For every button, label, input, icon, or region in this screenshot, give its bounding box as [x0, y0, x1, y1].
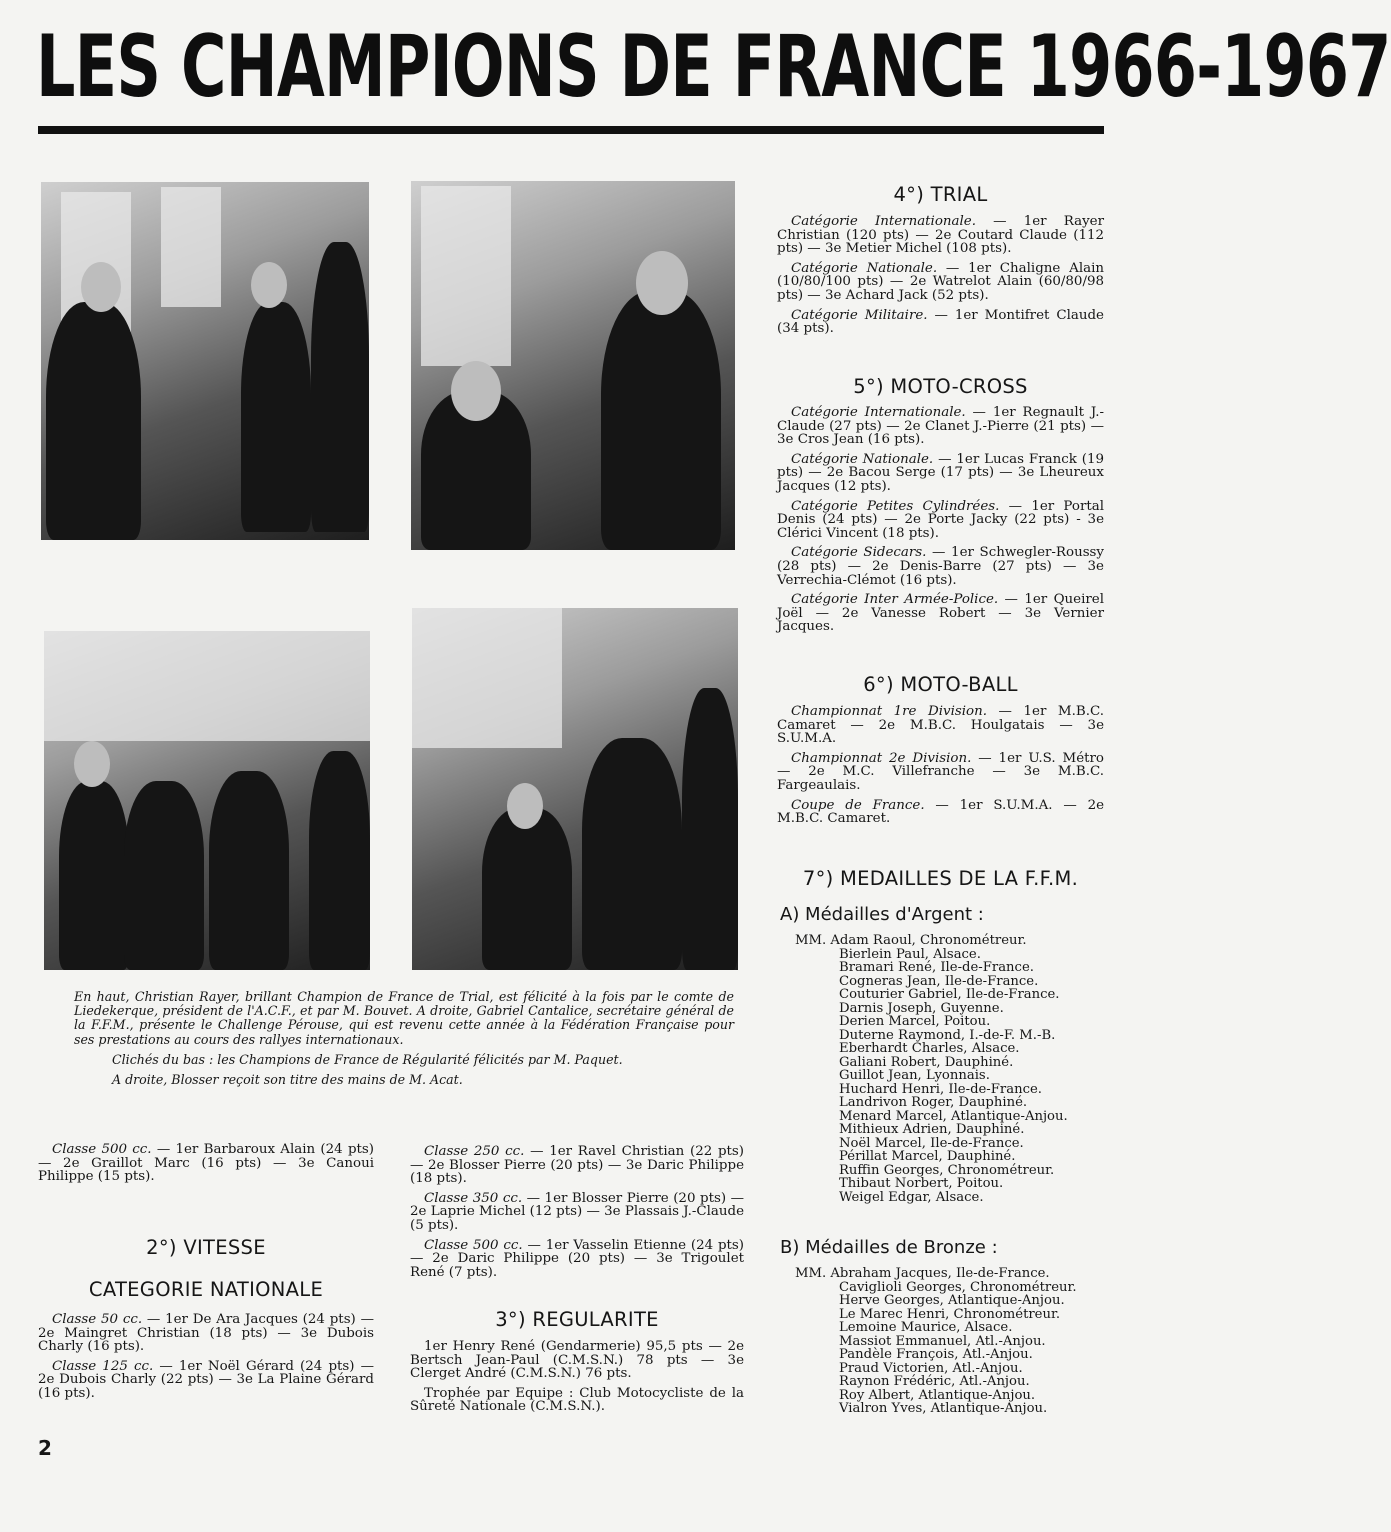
category-label: Coupe de France. — [791, 797, 925, 813]
result-text: — 1er Portal Denis (24 pts) — 2e Porte Jacky (22 pts) - 3e Clérici Vincent (18 pts). — [777, 498, 1104, 541]
medailles-argent-list — [795, 934, 1104, 1204]
result-text: 1er Henry René (Gendarmerie) 95,5 pts — 2e Bertsch Jean-Paul (C.M.S.N.) 78 pts — 3e Clerget André (C.M.S.N.) 76 pts. — [410, 1339, 744, 1382]
medal-list-item: Duterne Raymond, I.-de-F. M.-B. — [839, 1027, 1056, 1043]
regularite-results — [410, 1340, 744, 1420]
medal-list-item: Vialron Yves, Atlantique-Anjou. — [839, 1401, 1048, 1416]
category-label: Championnat 2e Division. — [791, 750, 972, 766]
section-heading-motoball: 6°) MOTO-BALL — [863, 673, 1018, 696]
category-label: Catégorie Inter Armée-Police. — [791, 592, 999, 608]
trial-results — [777, 215, 1104, 342]
section-heading-trial: 4°) TRIAL — [893, 183, 988, 206]
medal-list-item: Weigel Edgar, Alsace. — [839, 1189, 984, 1205]
medal-list-item: Herve Georges, Atlantique-Anjou. — [839, 1293, 1065, 1308]
category-label: Championnat 1re Division. — [791, 704, 987, 719]
section-heading-motocross: 5°) MOTO-CROSS — [853, 375, 1028, 398]
medal-list-item: Périllat Marcel, Dauphiné. — [839, 1149, 1016, 1164]
medal-list-item: Couturier Gabriel, Ile-de-France. — [839, 987, 1060, 1002]
medal-list-item: Lemoine Maurice, Alsace. — [839, 1320, 1013, 1335]
result-text: — 1er Schwegler-Roussy (28 pts) — 2e Denis-Barre (27 pts) — 3e Verrechia-Clémot (16 pts). — [777, 545, 1104, 588]
section-heading-vitesse: 2°) VITESSE — [146, 1236, 266, 1259]
photo-caption — [74, 990, 734, 1093]
medal-list-item: Bramari René, Ile-de-France. — [839, 960, 1034, 975]
vitesse-results — [38, 1313, 374, 1407]
result-text: — 1er Chaligne Alain (10/80/100 pts) — 2e Watrelot Alain (60/80/98 pts) — 3e Achard Jack (52 pts). — [777, 260, 1104, 303]
caption-paragraph: En haut, Christian Rayer, brillant Champion de France de Trial, est félicité à la fois par le comte de Liedekerque, président de l'A.C.F., et par M. Bouvet. A droite, Gabriel Cantalice, secrétaire général de la F.F.M., présente le Challenge Pérouse, qui est revenu cette année à la Fédération Française pour ses prestations au cours des rallyes internationaux. — [74, 989, 734, 1047]
medal-list-item: MM. Abraham Jacques, Ile-de-France. — [795, 1266, 1050, 1281]
result-text: — 1er M.B.C. Camaret — 2e M.B.C. Houlgatais — 3e S.U.M.A. — [777, 704, 1104, 747]
column-middle — [410, 1145, 744, 1285]
medal-list-item: Guillot Jean, Lyonnais. — [839, 1068, 990, 1083]
medal-list-item: Eberhardt Charles, Alsace. — [839, 1041, 1020, 1056]
result-text: — 1er Blosser Pierre (20 pts) — 2e Laprie Michel (12 pts) — 3e Plassais J.-Claude (5 pts). — [410, 1190, 744, 1233]
medal-list-item: Massiot Emmanuel, Atl.-Anjou. — [839, 1333, 1046, 1349]
result-text: — 1er Regnault J.-Claude (27 pts) — 2e Clanet J.-Pierre (21 pts) — 3e Cros Jean (16 pts). — [777, 405, 1104, 448]
section-heading-regularite: 3°) REGULARITE — [495, 1308, 659, 1331]
category-label: Catégorie Petites Cylindrées. — [791, 498, 1000, 514]
photo-trial-champion — [41, 182, 369, 540]
category-label: Catégorie Militaire. — [791, 307, 928, 323]
result-text: — 1er S.U.M.A. — 2e M.B.C. Camaret. — [777, 797, 1105, 827]
medal-list-item: Ruffin Georges, Chronométreur. — [839, 1162, 1055, 1178]
medal-list-item: Cogneras Jean, Ile-de-France. — [839, 973, 1039, 989]
photo-regularite-champions — [44, 631, 370, 970]
medal-list-item: Menard Marcel, Atlantique-Anjou. — [839, 1108, 1068, 1124]
photo-blosser — [412, 608, 738, 970]
medailles-argent-heading: A) Médailles d'Argent : — [780, 904, 984, 925]
result-text: — 1er Vasselin Etienne (24 pts) — 2e Daric Philippe (20 pts) — 3e Trigoulet René (7 pts). — [410, 1237, 744, 1280]
class-label: Classe 50 cc. — [52, 1312, 143, 1327]
medal-list-item: Praud Victorien, Atl.-Anjou. — [839, 1360, 1023, 1376]
section-heading-medailles: 7°) MEDAILLES DE LA F.F.M. — [802, 867, 1079, 890]
result-text: — 1er Barbaroux Alain (24 pts) — 2e Graillot Marc (16 pts) — 3e Canoui Philippe (15 pts). — [38, 1142, 374, 1185]
subsection-heading-nationale: CATEGORIE NATIONALE — [88, 1278, 324, 1301]
class-label: Classe 250 cc. — [424, 1144, 525, 1159]
class-label: Classe 125 cc. — [52, 1358, 154, 1374]
medal-list-item: Landrivon Roger, Dauphiné. — [839, 1095, 1028, 1110]
medailles-bronze-heading: B) Médailles de Bronze : — [780, 1237, 998, 1258]
category-label: Catégorie Sidecars. — [791, 545, 927, 561]
result-text: — 1er Lucas Franck (19 pts) — 2e Bacou Serge (17 pts) — 3e Lheureux Jacques (12 pts). — [777, 451, 1104, 494]
medal-list-item: Mithieux Adrien, Dauphiné. — [839, 1122, 1025, 1137]
page-number: 2 — [38, 1436, 52, 1460]
title-rule — [38, 126, 1104, 134]
medal-list-item: Galiani Robert, Dauphiné. — [839, 1054, 1014, 1070]
result-text: — 1er Noël Gérard (24 pts) — 2e Dubois Charly (22 pts) — 3e La Plaine Gérard (16 pts). — [38, 1358, 375, 1401]
medal-list-item: Huchard Henri, Ile-de-France. — [839, 1081, 1042, 1097]
medal-list-item: Le Marec Henri, Chronométreur. — [839, 1306, 1061, 1322]
class-label: Classe 500 cc. — [424, 1237, 523, 1253]
category-label: Catégorie Nationale. — [791, 260, 938, 276]
page-title: LES CHAMPIONS DE FRANCE 1966-1967 — [36, 17, 1391, 117]
column-left — [38, 1143, 374, 1190]
caption-paragraph: Clichés du bas : les Champions de France de Régularité félicités par M. Paquet. — [112, 1051, 623, 1067]
result-text: — 1er Queirel Joël — 2e Vanesse Robert — 3e Vernier Jacques. — [777, 592, 1104, 635]
result-text: — 1er Montifret Claude (34 pts). — [777, 307, 1104, 337]
medal-list-item: MM. Adam Raoul, Chronométreur. — [795, 933, 1027, 948]
category-label: Catégorie Internationale. — [791, 214, 976, 229]
medal-list-item: Pandèle François, Atl.-Anjou. — [839, 1347, 1033, 1362]
medal-list-item: Raynon Frédéric, Atl.-Anjou. — [839, 1374, 1030, 1389]
medal-list-item: Bierlein Paul, Alsace. — [839, 946, 981, 962]
medal-list-item: Caviglioli Georges, Chronométreur. — [839, 1279, 1077, 1295]
class-label: Classe 500 cc. — [52, 1142, 152, 1157]
class-label: Classe 350 cc. — [424, 1190, 523, 1206]
motoball-results — [777, 705, 1104, 832]
trophy-text: Trophée par Equipe : Club Motocycliste de la Sûreté Nationale (C.M.S.N.). — [410, 1385, 744, 1415]
motocross-results — [777, 406, 1104, 640]
result-text: — 1er Rayer Christian (120 pts) — 2e Coutard Claude (112 pts) — 3e Metier Michel (108 pts). — [777, 214, 1104, 257]
result-text: — 1er De Ara Jacques (24 pts) — 2e Maingret Christian (18 pts) — 3e Dubois Charly (16 pts). — [38, 1312, 374, 1355]
medal-list-item: Roy Albert, Atlantique-Anjou. — [839, 1387, 1036, 1403]
medal-list-item: Thibaut Norbert, Poitou. — [839, 1176, 1004, 1191]
medailles-bronze-list — [795, 1267, 1104, 1416]
category-label: Catégorie Internationale. — [791, 405, 966, 420]
medal-list-item: Darnis Joseph, Guyenne. — [839, 1000, 1004, 1016]
medal-list-item: Derien Marcel, Poitou. — [839, 1014, 991, 1029]
caption-paragraph: A droite, Blosser reçoit son titre des mains de M. Acat. — [112, 1072, 463, 1088]
result-text: — 1er Ravel Christian (22 pts) — 2e Blosser Pierre (20 pts) — 3e Daric Philippe (18 pts). — [410, 1144, 744, 1187]
medal-list-item: Noël Marcel, Ile-de-France. — [839, 1135, 1024, 1151]
photo-challenge-perouse — [411, 181, 735, 550]
result-text: — 1er U.S. Métro — 2e M.C. Villefranche — 3e M.B.C. Fargeaulais. — [777, 750, 1104, 793]
category-label: Catégorie Nationale. — [791, 451, 934, 467]
